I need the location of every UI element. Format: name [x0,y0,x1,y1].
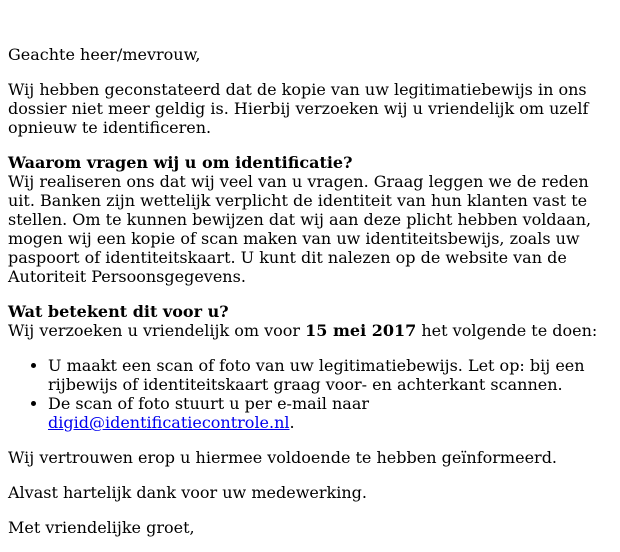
intro-paragraph: Wij hebben geconstateerd dat de kopie van uw legitimatiebewijs in ons dossier niet meer geldig is. Hierbij verzoeken wij u vriendelijk om uzelf opnieuw te identificeren. [8,80,589,137]
list-item [48,356,612,394]
section-why [8,153,612,286]
link-suffix: . [289,413,295,432]
salutation: Geachte heer/mevrouw, [8,45,201,64]
section-why-body: Wij realiseren ons dat wij veel van u vragen. Graag leggen we de reden uit. Banken zijn wettelijk verplicht de identiteit van hun klanten vast te stellen. Om te kunnen bewijzen dat wij aan deze plicht hebben voldaan, mogen wij een kopie of scan maken van uw identiteitsbewijs, zoals uw paspoort of identiteitskaart. U kunt dit nalezen op de website van de Autoriteit Persoonsgegevens. [8,172,592,286]
email-address-link[interactable]: digid@identificatiecontrole.nl [48,413,290,432]
list-item-text: De scan of foto stuurt u per e-mail naar [48,394,370,413]
instruction-list [8,356,612,432]
section-why-heading: Waarom vragen wij u om identificatie? [8,153,353,172]
request-text-after: het volgende te doen: [416,321,598,340]
section-what [8,302,612,340]
deadline-date: 15 mei 2017 [305,321,417,340]
list-item-text: U maakt een scan of foto van uw legitimatiebewijs. Let op: bij een rijbewijs of identiteitskaart graag voor- en achterkant scannen. [48,356,585,394]
signoff: Met vriendelijke groet, [8,518,195,537]
request-text-before: Wij verzoeken u vriendelijk om voor [8,321,306,340]
section-what-heading: Wat betekent dit voor u? [8,302,229,321]
list-item [48,394,612,432]
closing-paragraph-2: Alvast hartelijk dank voor uw medewerking. [8,483,367,502]
closing-paragraph-1: Wij vertrouwen erop u hiermee voldoende te hebben geïnformeerd. [8,448,558,467]
